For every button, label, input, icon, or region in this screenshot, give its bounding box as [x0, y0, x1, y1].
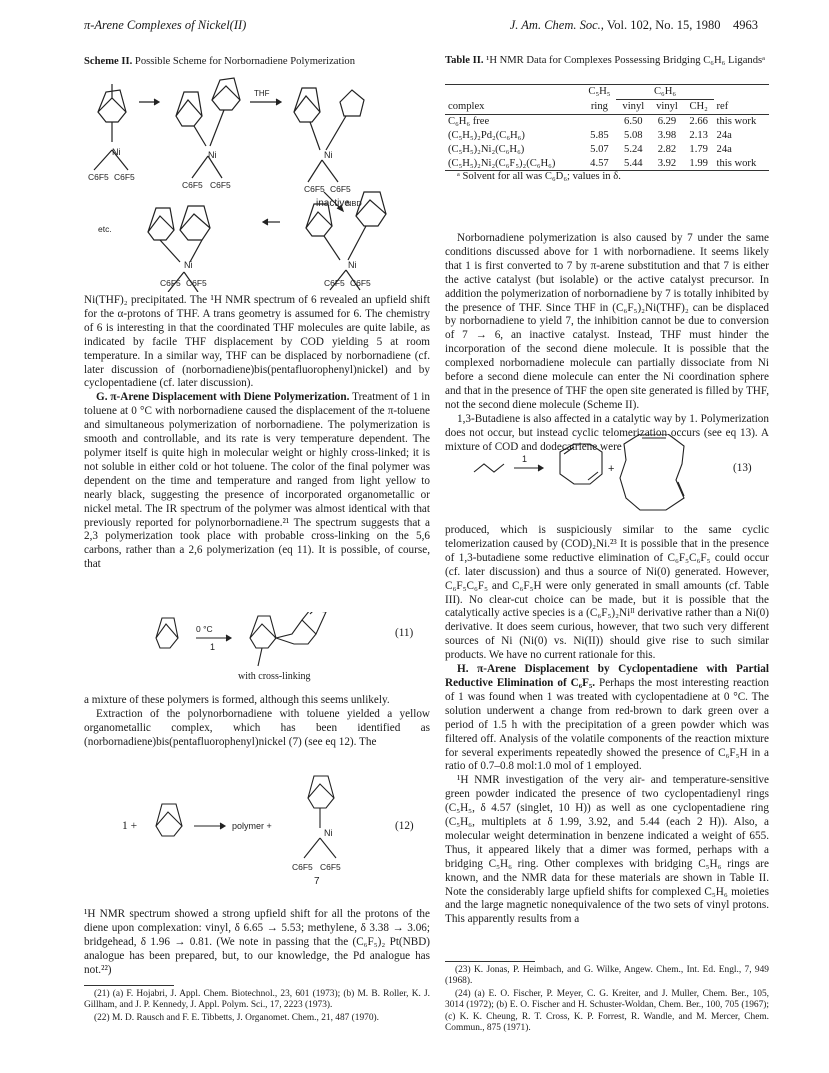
- eq11-label: with cross-linking: [238, 671, 311, 682]
- ni-label: Ni: [112, 147, 121, 157]
- table-cell: 5.24: [624, 143, 643, 155]
- table-cell: 6.29: [657, 115, 677, 127]
- etc-label: etc.: [98, 224, 112, 234]
- c6f5-label: C6F5: [304, 184, 325, 194]
- table-cell: 1.79: [689, 143, 708, 155]
- thf-arrow-label: THF: [254, 89, 270, 98]
- paragraph: Ni(THF)₂ precipitated. The ¹H NMR spectrum of 6 revealed an upfield shift for the α-protons of THF. A trans geometry is assumed for 6. The chemistry of 6 is interesting in that the coordinated THF molecules are quite labile, as indicated by facile THF displacement by COD yielding 5 at room temperature. In a similar way, THF can be displaced by norbornadiene (cf. later discussion of (norbornadiene)bis(pentafluorophenyl)nickel) and by cyclopentadiene (cf. later discussion).: [84, 294, 430, 390]
- table-cell: this work: [716, 157, 757, 169]
- table-cell: 3.92: [657, 157, 677, 169]
- paragraph: 1,3-Butadiene is also affected in a catalytic way by 1. Polymerization does not occur, but instead cyclic telomerization occurs (see eq 13). A mixture of COD and dodecatriene were: [445, 412, 769, 453]
- column-header: complex: [448, 100, 485, 112]
- table-cell: 5.07: [590, 143, 609, 155]
- table-cell: 2.82: [657, 143, 677, 155]
- paragraph: produced, which is suspiciously similar to the same cyclic telomerization caused by (COD)₂Ni.²³ It is possible that in the presence of 1,3-butadiene some reductive elimination of C₆F₅C₆F₅ could occur (cf. later discussion) and thus a source of Ni(0) generated. However, C₆F₅C₆F₅ and C₆F₅H were only generated in small amounts (cf. Table III). No clear-cut choice can be made, but it is possible that the catalytically active species is a (C₆F₅)₂Niᴵᴵ derivative rather than a Ni(0) derivative. It does seem curious, however, that two such very different sources of Ni (Ni(0) vs. Ni(II)) should give rise to such similar products. We have no current rationale for this.: [445, 524, 769, 662]
- nmr-table: [445, 85, 769, 171]
- paragraph: ¹H NMR investigation of the very air- and temperature-sensitive green powder indicated the presence of two cyclopentadienyl rings (C₅H₅, δ 4.57 (singlet, 10 H)) as well as one cyclopentadiene ring (C₅H₆, multiplets at δ 1.99, 3.92, and 5.44 (each 2 H)). Also, a molecular weight determination in benzene indicated a weight of 655. Thus, it appeared likely that a dimer was formed, perhaps with a bridging C₅H₆ ring. Other complexes with bridging C₅H₆ rings are known, and the NMR data for these materials are shown in Table II. Note the considerably large upfield shifts for complexed C₅H₆ moieties and the large magnetic nonequivalence of the two sets of vinyl protons. This apparently results from a: [445, 774, 769, 926]
- table-cell: 5.85: [590, 129, 609, 141]
- group-c6h6: C₆H₆: [616, 85, 713, 99]
- eq12-lhs: 1 +: [122, 820, 138, 832]
- eq12-number: (12): [395, 820, 414, 832]
- table2-label: Table II.: [445, 55, 484, 66]
- table-row: [445, 114, 769, 128]
- table2: [445, 84, 769, 184]
- eq13-number: (13): [733, 462, 752, 474]
- left-column-middle: [84, 694, 430, 750]
- table-cell: 24a: [716, 129, 732, 141]
- c6f5-label: C6F5: [330, 184, 351, 194]
- table-cell: [582, 114, 616, 128]
- scheme-diagram: [84, 72, 430, 292]
- equation-13: [470, 434, 740, 516]
- ni-label: Ni: [324, 828, 333, 838]
- group-c5h5: C₅H₅: [588, 86, 611, 98]
- column-header: vinyl: [622, 100, 645, 112]
- paragraph: Extraction of the polynorbornadiene with toluene yielded a yellow organometallic complex, which has been identified as (norbornadiene)bis(pentafluorophenyl)nickel (7) (see eq 12). The: [84, 707, 430, 748]
- volume-info: Vol. 102, No. 15, 1980: [606, 18, 721, 32]
- table2-title: ¹H NMR Data for Complexes Possessing Bridging C₆H₆ Ligandsᵃ: [486, 55, 766, 66]
- table-cell: this work: [716, 115, 757, 127]
- table-cell: 4.57: [590, 157, 609, 169]
- c6f5-label: C6F5: [292, 862, 313, 872]
- paragraph: ¹H NMR spectrum showed a strong upfield shift for all the protons of the diene upon complexation: vinyl, δ 6.65 → 5.53; methylene, δ 3.38 → 3.06; bridgehead, δ 1.96 → 0.81. (We note in passing that the (C₆F₅)₂ Pt(NBD) analogue has been prepared, but, to our knowledge, the Pd analogue has not.²²): [84, 908, 430, 976]
- c6f5-label: C6F5: [320, 862, 341, 872]
- footnote-rule: [84, 985, 174, 986]
- section-g-text: Treatment of 1 in toluene at 0 °C with norbornadiene caused the displacement of the π-toluene and simultaneous polymerization of norbornadiene. The polymerization is smooth and controllable, and its rate is very temperature dependent. The polymer itself is quite high in molecular weight or highly cross-linked; it is not soluble in either cold or hot toluene. The color of the final polymer was dependent on the time and temperature and ranged from light yellow to nearly black, suggesting the presence of incorporated organometallic or nickel metal. The IR spectrum of the polymer was almost identical with that previously reported for polynorbornadiene.²¹ The spectrum suggests that a 2,3 polymerization took place with probable cross-linking on the 5,6 carbons, rather than a 2,6 polymerization (eq 11). It is possible, of course, that: [84, 391, 430, 571]
- c6f5-label: C6F5: [160, 278, 181, 288]
- table-header-row: [445, 99, 769, 114]
- left-footnotes: [84, 989, 430, 1025]
- journal-name: J. Am. Chem. Soc.,: [509, 18, 604, 32]
- thf-complex: [294, 88, 364, 182]
- c6f5-label: C6F5: [114, 172, 135, 182]
- nbd-ni-complex: [94, 84, 128, 170]
- section-h: [445, 663, 769, 774]
- left-column-top: [84, 294, 430, 572]
- ni-label: Ni: [324, 150, 333, 160]
- left-column-bottom: [84, 908, 430, 978]
- table-group-header: [445, 85, 769, 99]
- footnote-23: (23) K. Jonas, P. Heimbach, and G. Wilke, Angew. Chem., Int. Ed. Engl., 7, 949 (1968).: [445, 965, 769, 987]
- table-row: [445, 157, 769, 171]
- scheme-caption-text: Possible Scheme for Norbornadiene Polymerization: [134, 56, 355, 67]
- ni-label: Ni: [184, 260, 193, 270]
- equation-12: [140, 774, 370, 884]
- scheme-caption: [84, 56, 430, 69]
- table-cell: 3.98: [657, 129, 677, 141]
- eq11-reagent: 1: [210, 642, 216, 652]
- table-cell: C₆H₆ free: [448, 115, 490, 127]
- table-cell: 2.13: [689, 129, 708, 141]
- c6f5-label: C6F5: [88, 172, 109, 182]
- table-cell: 5.08: [624, 129, 643, 141]
- c6f5-label: C6F5: [210, 180, 231, 190]
- bis-nbd-ni: [176, 78, 240, 178]
- paragraph: Norbornadiene polymerization is also caused by 7 under the same conditions discussed above for 1 with norbornadiene. It seems likely that 1 is first converted to 7 by π-arene substitution and that 7 is either the active catalyst (but isolable) or the active catalyst precursor. In addition the polymerization of norbornadiene by 7 is totally inhibited by the presence of THF. Since THF in (C₆F₅)₂Ni(THF)₂ can be displaced by norbornadiene to yield 7, the inhibition cannot be due to conversion of 7 → 6, an inactive catalyst. Instead, THF must hinder the incorporation of the second diene molecule. It is possible that the complexed norbornadiene molecule can partially dissociate from Ni before a second diene molecule can enter the Ni coordination sphere and that in the presence of THF the open site generated is filled by THF, not the second diene molecule (Scheme II).: [445, 232, 769, 411]
- column-header: ref: [716, 100, 729, 112]
- column-header: ring: [590, 100, 608, 112]
- right-footnotes: [445, 965, 769, 1035]
- table-cell: 5.44: [624, 157, 643, 169]
- scheme-caption-label: Scheme II.: [84, 56, 133, 67]
- table2-footnote: ᵃ Solvent for all was C₆D₆; values in δ.: [457, 171, 621, 183]
- section-h-text: Perhaps the most interesting reaction of 1 was found when 1 was treated with cyclopentadiene at 0 °C. The solution underwent a change from red-brown to dark green over a period of 1.5 h with the precipitation of a green powder which was filtered off. Analysis of the volatile components of the reaction mixture for several experiments repeatedly showed the presence of C₆F₅H in a ratio of 0.7–0.8 mol:1.0 mol of 1 employed.: [445, 676, 769, 773]
- table-cell: 1.99: [689, 157, 708, 169]
- journal-citation: [458, 18, 758, 33]
- eq12-compound: 7: [314, 876, 320, 884]
- table-cell: 24a: [716, 143, 732, 155]
- page-number: 4963: [733, 18, 758, 32]
- nbd-arrow-label: NBD: [346, 199, 362, 208]
- table2-caption: [445, 55, 769, 68]
- column-header: CH₂: [689, 100, 708, 112]
- eq11-number: (11): [395, 627, 414, 639]
- equation-11: [150, 612, 380, 672]
- eq11-conditions: 0 °C: [196, 624, 213, 634]
- section-g-title: G. π-Arene Displacement with Diene Polymerization.: [96, 391, 350, 404]
- c6f5-label: C6F5: [350, 278, 371, 288]
- table-cell: 6.50: [624, 115, 643, 127]
- ni-label: Ni: [348, 260, 357, 270]
- eq13-reagent: 1: [522, 454, 528, 464]
- running-title: π-Arene Complexes of Nickel(II): [84, 18, 247, 32]
- eq12-polymer: polymer +: [232, 821, 272, 831]
- table-cell: (C₅H₅)₂Pd₂(C₆H₆): [448, 129, 525, 141]
- table-cell: (C₅H₅)₂Ni₂(C₆H₆): [448, 143, 525, 155]
- section-g: [84, 391, 430, 572]
- inactive-label: inactive: [316, 198, 350, 209]
- c6f5-label: C6F5: [324, 278, 345, 288]
- table-row: [445, 129, 769, 143]
- footnote-22: (22) M. D. Rausch and F. E. Tibbetts, J. Organomet. Chem., 21, 487 (1970).: [94, 1012, 380, 1023]
- section-h-title: H. π-Arene Displacement by Cyclopentadiene with Partial Reductive Elimination of C₆F₅.: [445, 663, 769, 689]
- column-header: vinyl: [656, 100, 678, 112]
- c6f5-label: C6F5: [186, 278, 207, 288]
- eq13-plus: +: [608, 463, 615, 475]
- right-column-top: [445, 232, 769, 455]
- footnote-24: (24) (a) E. O. Fischer, P. Meyer, C. G. Kreiter, and J. Muller, Chem. Ber., 105, 3014 (1972); (b) E. O. Fischer and H. Schuster-Woldan, Chem. Ber., 100, 705 (1967); (c) K. K. Cheung, R. T. Cross, K. P. Forrest, R. Wandle, and M. Mercer, Chem. Commun., 875 (1971).: [445, 988, 769, 1034]
- table-cell: 2.66: [689, 115, 708, 127]
- right-column-bottom: [445, 524, 769, 927]
- paragraph: a mixture of these polymers is formed, although this seems unlikely.: [84, 694, 390, 706]
- c6f5-label: C6F5: [182, 180, 203, 190]
- footnote-rule: [445, 961, 535, 962]
- ni-label: Ni: [208, 150, 217, 160]
- table-row: [445, 143, 769, 157]
- table-cell: (C₅H₅)₂Ni₂(C₆F₅)₂(C₆H₆): [448, 157, 556, 169]
- footnote-21: (21) (a) F. Hojabri, J. Appl. Chem. Biotechnol., 23, 601 (1973); (b) M. B. Roller, K. J. Gillham, and J. P. Kennedy, J. Appl. Polym. Sci., 17, 2223 (1973).: [84, 989, 430, 1011]
